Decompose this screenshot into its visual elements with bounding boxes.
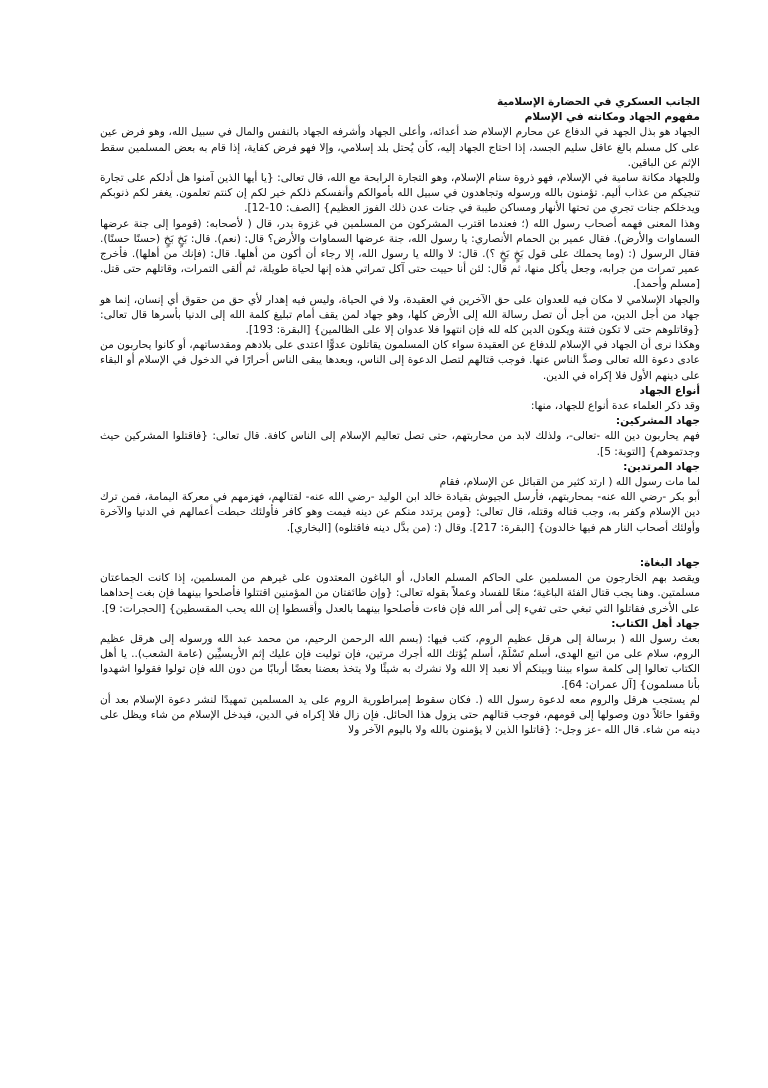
paragraph-kitab-1: بعث رسول الله ( برسالة إلى هرقل عظيم الروم، كتب فيها: (بسم الله الرحمن الرحيم، من محمد عبد الله ورسوله إلى هرقل عظيم الروم، سلام على من اتبع الهدى، أسلم تَسْلَمْ، أسلم يُؤتك الله أجرك مرتين، فإن توليت فإن عليك إثم الأريسيِّين (عامة الشعب).. يا أهل الكتاب تعالوا إلى كلمة سواء بيننا وبينكم ألا نعبد إلا الله ولا نشرك به شيئًا ولا يتخذ بعضنا بعضًا أربابًا من دون الله فإن تولوا فقولوا اشهدوا بأنا مسلمون} [آل عمران: 64]. xyxy=(100,632,700,691)
paragraph-status: وللجهاد مكانة سامية في الإسلام، فهو ذروة سنام الإسلام، وهو التجارة الرابحة مع الله، قال تعالى: {يا أيها الذين آمنوا هل أدلكم على تجارة تنجيكم من عذاب أليم. تؤمنون بالله ورسوله وتجاهدون في سبيل الله بأموالكم وأنفسكم ذلكم خير لكم إن كنتم تعلمون. يغفر لكم ذنوبكم ويدخلكم جنات تجري من تحتها الأنهار ومساكن طيبة في جنات عدن ذلك الفوز العظيم} [الصف: 10-12]. xyxy=(100,172,700,215)
section-title-concept: مفهوم الجهاد ومكانته في الإسلام xyxy=(524,111,700,124)
section-title-types: أنواع الجهاد xyxy=(639,384,700,397)
subheading-murtaddin: جهاد المرتدين: xyxy=(623,460,700,473)
paragraph-no-aggression: والجهاد الإسلامي لا مكان فيه للعدوان على حق الآخرين في العقيدة، ولا في الحياة، وليس فيه إهدار لأي حق من حقوق أي إنسان، إنما هو جهاد من أجل الدين، من أجل أن تصل رسالة الله إلى الأرض كلها، وهو جهاد لمن يقف أمام تبليغ كلمة الله إلى الدنيا بأسرها قال تعالى: {وقاتلوهم حتى لا تكون فتنة ويكون الدين كله لله فإن انتهوا فلا عدوان إلا على الظالمين} [البقرة: 193]. xyxy=(100,293,700,337)
paragraph-badr: وهذا المعنى فهمه أصحاب رسول الله (؛ فعندما اقترب المشركون من المسلمين في غزوة بدر، قال ( لأصحابه: (قوموا إلى جنة عرضها السماوات والأرض). فقال عمير بن الحمام الأنصاري: يا رسول الله، جنة عرضها السماوات والأرض؟ قال: (نعم). قال: بَخٍ بَخٍ (حسنًا حسنًا). فقال الرسول (: (وما يحملك على قول بَخٍ بَخٍ ؟). قال: لا والله يا رسول الله، إلا رجاء أن أكون من أهلها. قال: (فإنك من أهلها). فأخرج عمير تمرات من جرابه، وجعل يأكل منها، ثم قال: لئن أنا حييت حتى آكل تمراتي هذه إنها لحياة طويلة، ثم ألقى التمرات، وقاتلهم حتى قتل. [مسلم وأحمد]. xyxy=(100,217,700,291)
paragraph-murtaddin-1: لما مات رسول الله ( ارتد كثير من القبائل عن الإسلام، فقام xyxy=(439,476,700,489)
subheading-mushrikin: جهاد المشركين: xyxy=(615,415,700,428)
paragraph-kitab-2: لم يستجب هرقل والروم معه لدعوة رسول الله (. فكان سقوط إمبراطورية الروم على يد المسلمين تمهيدًا لنشر دعوة الإسلام بعد أن وقفوا حائلاً دون وصولها إلى قومهم، فوجب قتالهم حتى يزول هذا الحائل. فإن زال فلا إكراه في الدين، فيدخل الإسلام من شاء ويظل على دينه من شاء. قال الله -عز وجل-: {قاتلوا الذين لا يؤمنون بالله ولا باليوم الآخر ولا xyxy=(100,693,700,737)
article-title: الجانب العسكري في الحضارة الإسلامية xyxy=(497,96,700,108)
article-body xyxy=(100,95,700,738)
subheading-bughat: جهاد البغاة: xyxy=(639,556,700,569)
paragraph-murtaddin-2: أبو بكر -رضي الله عنه- بمحاربتهم، فأرسل الجيوش بقيادة خالد ابن الوليد -رضي الله عنه- لقتالهم، فهزمهم في معركة اليمامة، فمن ترك دين الإسلام وكفر به، وجب قتاله وقتله، قال تعالى: {ومن يرتدد منكم عن دينه فيمت وهو كافر فأولئك حبطت أعمالهم في الدنيا والآخرة وأولئك أصحاب النار هم فيها خالدون} [البقرة: 217]. وقال (: (من بدَّل دينه فاقتلوه) [البخاري]. xyxy=(100,491,700,534)
paragraph-types-intro: وقد ذكر العلماء عدة أنواع للجهاد، منها: xyxy=(530,400,700,413)
spacer xyxy=(100,536,700,556)
paragraph-mushrikin: فهم يحاربون دين الله -تعالى-، ولذلك لابد من محاربتهم، حتى تصل تعاليم الإسلام إلى الناس كافة. قال تعالى: {فاقتلوا المشركين حيث وجدتموهم} [التوبة: 5]. xyxy=(100,430,700,458)
paragraph-defense: وهكذا نرى أن الجهاد في الإسلام للدفاع عن العقيدة سواء كان المسلمون يقاتلون عدوًّا اعتدى على بلادهم ومقدساتهم، أو كانوا يحاربون من عادى دعوة الله تعالى وصدَّ الناس عنها. فوجب قتالهم لتصل الدعوة إلى الناس، وبعدها يبقى الناس أحرارًا في الدخول في الإسلام أو البقاء على دينهم الأول فلا إكراه في الدين. xyxy=(100,339,700,382)
paragraph-definition: الجهاد هو بذل الجهد في الدفاع عن محارم الإسلام ضد أعدائه، وأعلى الجهاد وأشرفه الجهاد بالنفس والمال في سبيل الله، وهو فرض عين على كل مسلم بالغ عاقل سليم الجسد، إذا احتاج الجهاد إليه، كأن يُحتل بلد إسلامي، وإلا فهو فرض كفاية، إذا قام به بعض المسلمين سقط الإثم عن الباقين. xyxy=(100,126,700,169)
paragraph-bughat: ويقصد بهم الخارجون من المسلمين على الحاكم المسلم العادل، أو الباغون المعتدون على غيرهم من المسلمين، إذا كانت الجماعتان مسلمتين. وهنا يجب قتال الفئة الباغية؛ منعًا للفساد وعملاً بقوله تعالى: {وإن طائفتان من المؤمنين اقتتلوا فأصلحوا بينهما فإن بغت إحداهما على الأخرى فقاتلوا التي تبغي حتى تفيء إلى أمر الله فإن فاءت فأصلحوا بينهما بالعدل وأقسطوا إن الله يحب المقسطين} [الحجرات: 9]. xyxy=(100,572,700,615)
subheading-ahl-al-kitab: جهاد أهل الكتاب: xyxy=(611,617,700,630)
